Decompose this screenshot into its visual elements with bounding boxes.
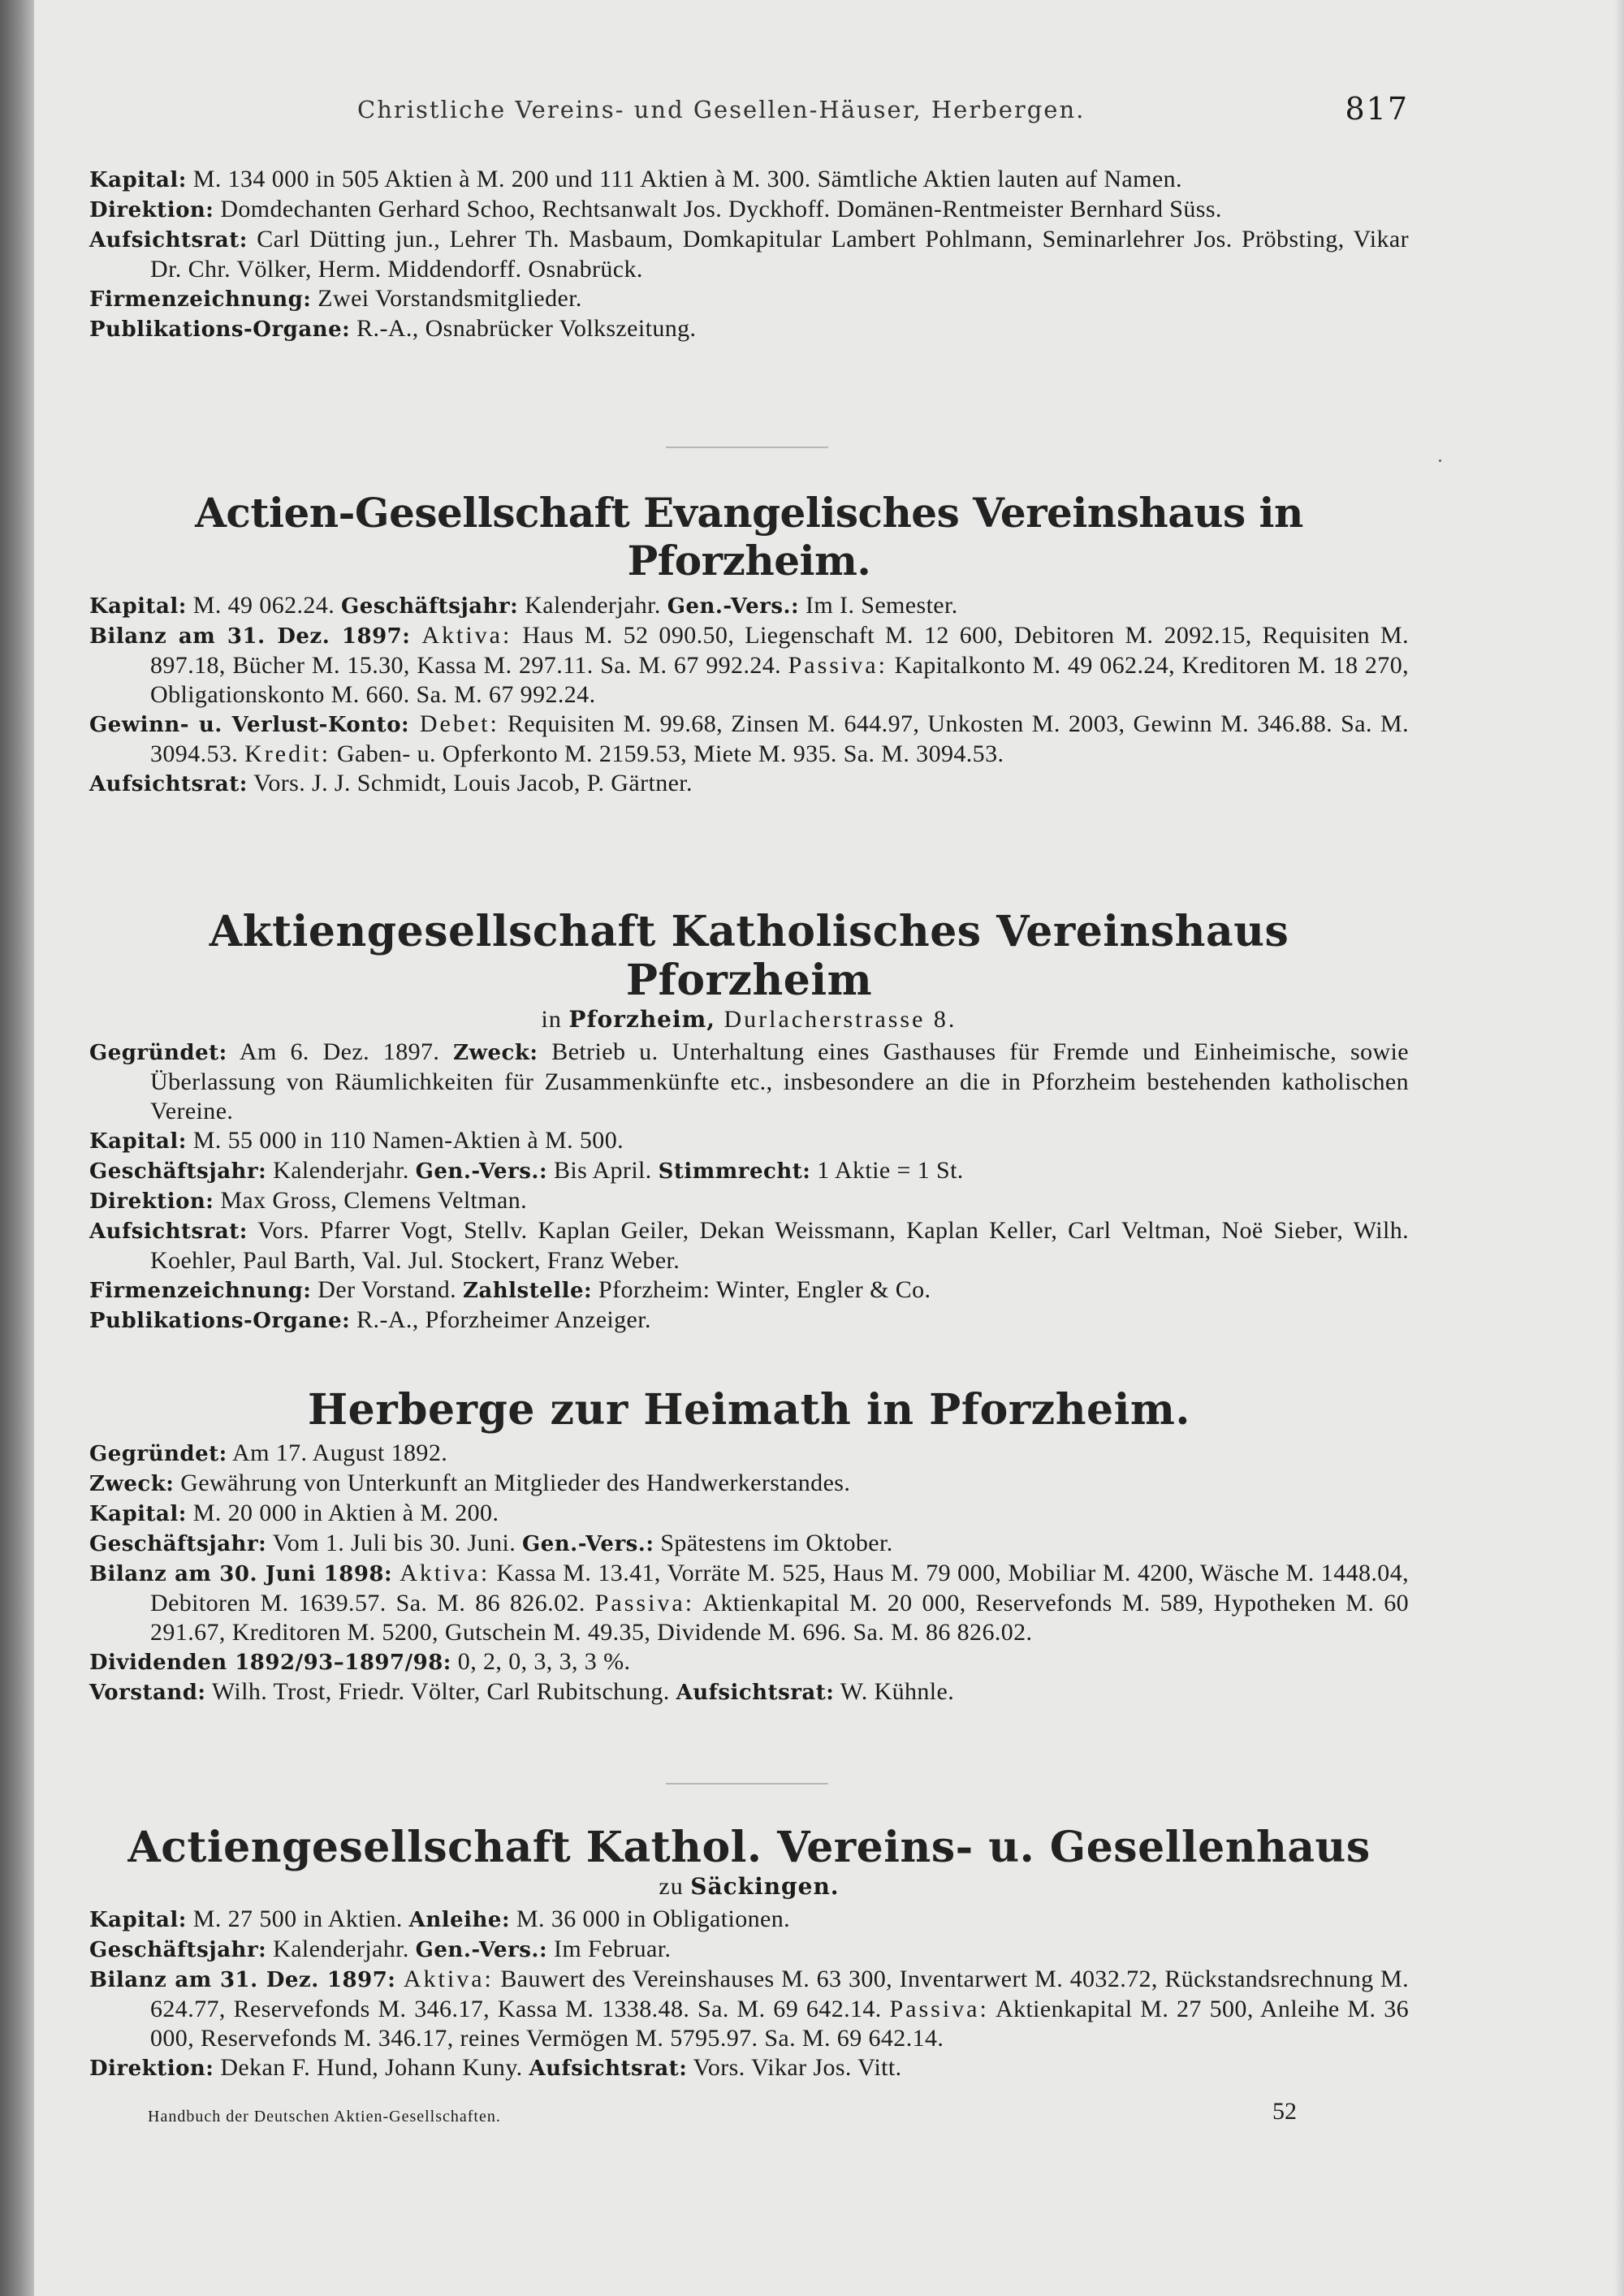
running-head (89, 91, 1409, 132)
field-value: R.-A., Pforzheimer Anzeiger. (350, 1306, 651, 1333)
field-kapital (89, 591, 1409, 621)
field-kapital (89, 165, 1409, 195)
field-label: Bilanz am 30. Juni 1898: (89, 1562, 393, 1586)
field-value: Vors. Pfarrer Vogt, Stellv. Kaplan Geiler, Dekan Weissmann, Kaplan Keller, Carl Veltman, Noë Sieber, Wilh. Koehler, Paul Barth, Val. Jul. Stockert, Franz Weber. (150, 1217, 1409, 1274)
field-label: Firmenzeichnung: (89, 1279, 312, 1303)
subtitle-street: Durlacherstrasse 8. (715, 1006, 957, 1033)
subtitle-in: in (541, 1006, 569, 1033)
subtitle-zu: zu (659, 1873, 691, 1900)
field-value: Im Februar. (547, 1936, 672, 1962)
field-value: Kassa M. 13.41, Vorräte M. 525, Haus M. 79 000, Mobiliar M. 4200, Wäsche M. 1448.04, Debitoren M. 1639.57. Sa. M. 86 826.02. (150, 1560, 1409, 1616)
field-vorstand (89, 1677, 1409, 1707)
aktiva-label: Aktiva: (395, 1966, 494, 1992)
field-geschaeftsjahr (89, 1156, 1409, 1186)
entry-subtitle (89, 1005, 1409, 1034)
field-label: Direktion: (89, 198, 214, 222)
section-divider (666, 1783, 828, 1785)
field-direktion (89, 2053, 1409, 2083)
field-gewinn-verlust (89, 710, 1409, 769)
field-kapital (89, 1499, 1409, 1529)
kredit-label: Kredit: (244, 740, 331, 767)
field-kapital (89, 1905, 1409, 1935)
field-value: Am 17. August 1892. (227, 1439, 448, 1466)
subtitle-city: Säckingen. (690, 1873, 840, 1900)
field-value: Vors. Vikar Jos. Vitt. (687, 2054, 902, 2081)
field-label: Direktion: (89, 1189, 214, 1214)
field-value: M. 134 000 in 505 Aktien à M. 200 und 111 Aktien à M. 300. Sämtliche Aktien lauten auf Namen. (186, 166, 1182, 192)
field-dividenden (89, 1647, 1409, 1677)
field-label: Zahlstelle: (462, 1279, 593, 1303)
field-geschaeftsjahr (89, 1529, 1409, 1559)
field-value: Kalenderjahr. (266, 1157, 416, 1184)
field-label: Gewinn- u. Verlust-Konto: (89, 713, 410, 737)
field-label: Kapital: (89, 594, 187, 619)
field-label: Gegründet: (89, 1442, 227, 1466)
field-value: Domdechanten Gerhard Schoo, Rechtsanwalt Jos. Dyckhoff. Domänen-Rentmeister Bernhard Süss. (214, 196, 1222, 222)
field-label: Kapital: (89, 168, 187, 192)
field-label: Gen.-Vers.: (415, 1159, 548, 1184)
scan-binding-edge (0, 0, 34, 2296)
field-value: Am 6. Dez. 1897. (227, 1038, 454, 1065)
field-value: Gewährung von Unterkunft an Mitglieder des Handwerkerstandes. (174, 1470, 851, 1496)
field-value: W. Kühnle. (834, 1678, 955, 1705)
field-label: Zweck: (453, 1041, 538, 1065)
footer-signature-mark: 52 (1272, 2098, 1297, 2125)
field-value: Dekan F. Hund, Johann Kuny. (214, 2054, 529, 2081)
entry-subtitle (89, 1872, 1409, 1901)
field-aufsichtsrat (89, 1216, 1409, 1275)
passiva-label: Passiva: (788, 652, 888, 679)
field-label: Geschäftsjahr: (341, 594, 519, 619)
debet-label: Debet: (409, 710, 499, 737)
field-label: Dividenden 1892/93–1897/98: (89, 1651, 451, 1675)
footer-book-title: Handbuch der Deutschen Aktien-Gesellschaften. (148, 2108, 501, 2126)
field-value: M. 36 000 in Obligationen. (510, 1905, 791, 1932)
field-label: Gen.-Vers.: (415, 1938, 548, 1962)
field-value: Requisiten M. 99.68, Zinsen M. 644.97, Unkosten M. 2003, Gewinn M. 346.88. Sa. M. 3094.53. (150, 710, 1409, 767)
field-label: Vorstand: (89, 1681, 206, 1705)
field-label: Kapital: (89, 1129, 187, 1154)
field-zweck (89, 1469, 1409, 1499)
field-aufsichtsrat (89, 769, 1409, 799)
field-label: Stimmrecht: (658, 1159, 811, 1184)
field-value: Haus M. 52 090.50, Liegenschaft M. 12 600, Debitoren M. 2092.15, Requisiten M. 897.18, Bücher M. 15.30, Kassa M. 297.11. Sa. M. 67 992.24. (150, 622, 1409, 679)
passiva-label: Passiva: (594, 1590, 695, 1616)
field-value: Der Vorstand. (311, 1276, 463, 1303)
aktiva-label: Aktiva: (410, 622, 512, 649)
entry-evangelisches-vereinshaus (89, 489, 1409, 799)
field-value: M. 55 000 in 110 Namen-Aktien à M. 500. (186, 1127, 624, 1154)
field-bilanz (89, 1965, 1409, 2053)
field-value: Betrieb u. Unterhaltung eines Gasthauses für Fremde und Einheimische, sowie Überlassung von Räumlichkeiten für Zusammenkünfte etc., insbesondere an die in Pforzheim bestehenden katholischen Vereine. (150, 1038, 1409, 1124)
field-geschaeftsjahr (89, 1935, 1409, 1965)
field-aufsichtsrat (89, 225, 1409, 284)
field-value: Gaben- u. Opferkonto M. 2159.53, Miete M. 935. Sa. M. 3094.53. (330, 740, 1004, 767)
field-label: Kapital: (89, 1908, 187, 1932)
entry-osnabrueck-continued (89, 165, 1409, 344)
field-value: Bis April. (547, 1157, 659, 1184)
entry-katholisches-vereinshaus (89, 908, 1409, 1336)
field-value: Kapitalkonto M. 49 062.24, Kreditoren M. 18 270, Obligationskonto M. 660. Sa. M. 67 992.24. (150, 652, 1409, 708)
field-value: Pforzheim: Winter, Engler & Co. (592, 1276, 931, 1303)
field-value: Wilh. Trost, Friedr. Völter, Carl Rubitschung. (205, 1678, 676, 1705)
field-value: R.-A., Osnabrücker Volkszeitung. (350, 315, 697, 342)
field-value: Bauwert des Vereinshauses M. 63 300, Inventarwert M. 4032.72, Rückstandsrechnung M. 624.77, Reservefonds M. 346.17, Kassa M. 1338.48. Sa. M. 69 642.14. (150, 1966, 1409, 2022)
aktiva-label: Aktiva: (392, 1560, 490, 1586)
page-number: 817 (1345, 91, 1409, 127)
field-value: 0, 2, 0, 3, 3, 3 %. (451, 1648, 631, 1675)
field-firmenzeichnung (89, 1275, 1409, 1306)
field-label: Aufsichtsrat: (89, 772, 248, 796)
entry-title: Actien-Gesellschaft Evangelisches Vereinshaus in Pforzheim. (195, 489, 1303, 585)
section-divider (666, 447, 828, 448)
field-publikations-organe (89, 1306, 1409, 1336)
entry-title: Herberge zur Heimath in Pforzheim. (308, 1385, 1190, 1435)
field-value: Kalenderjahr. (266, 1936, 416, 1962)
field-label: Publikations-Organe: (89, 1309, 351, 1333)
field-gegruendet (89, 1439, 1409, 1469)
entry-title: Aktiengesellschaft Katholisches Vereinshaus Pforzheim (209, 907, 1289, 1005)
field-label: Aufsichtsrat: (529, 2056, 688, 2081)
field-value: Aktienkapital M. 27 500, Anleihe M. 36 000, Reservefonds M. 346.17, reines Vermögen M. 5795.97. Sa. M. 69 642.14. (150, 1996, 1409, 2052)
field-label: Firmenzeichnung: (89, 287, 312, 312)
field-kapital (89, 1126, 1409, 1156)
field-label: Gen.-Vers.: (522, 1532, 654, 1556)
field-bilanz (89, 1559, 1409, 1647)
field-label: Geschäftsjahr: (89, 1532, 267, 1556)
field-label: Geschäftsjahr: (89, 1938, 267, 1962)
field-firmenzeichnung (89, 284, 1409, 314)
entry-title: Actiengesellschaft Kathol. Vereins- u. Gesellenhaus (127, 1823, 1371, 1872)
field-bilanz (89, 621, 1409, 710)
field-direktion (89, 1186, 1409, 1216)
running-title: Christliche Vereins- und Gesellen-Häuser, Herbergen. (357, 96, 1086, 123)
field-label: Gegründet: (89, 1041, 227, 1065)
field-label: Zweck: (89, 1472, 175, 1496)
field-value: Spätestens im Oktober. (654, 1530, 893, 1556)
field-label: Publikations-Organe: (89, 317, 351, 342)
document-page (89, 0, 1409, 2296)
field-label: Gen.-Vers.: (667, 594, 800, 619)
field-value: M. 27 500 in Aktien. (186, 1905, 409, 1932)
entry-herberge-zur-heimath (89, 1385, 1409, 1707)
field-publikations-organe (89, 314, 1409, 344)
field-label: Geschäftsjahr: (89, 1159, 267, 1184)
field-value: Aktienkapital M. 20 000, Reservefonds M. 589, Hypotheken M. 60 291.67, Kreditoren M. 5200, Gutschein M. 49.35, Dividende M. 696. Sa. M. 86 826.02. (150, 1590, 1409, 1646)
field-value: Vom 1. Juli bis 30. Juni. (266, 1530, 523, 1556)
field-value: M. 49 062.24. (186, 592, 342, 619)
scan-right-edge (1614, 0, 1624, 2296)
field-label: Anleihe: (408, 1908, 511, 1932)
field-label: Aufsichtsrat: (676, 1681, 835, 1705)
passiva-label: Passiva: (889, 1996, 989, 2022)
field-label: Aufsichtsrat: (89, 1219, 248, 1244)
field-value: Max Gross, Clemens Veltman. (214, 1187, 528, 1214)
field-value: Carl Dütting jun., Lehrer Th. Masbaum, Domkapitular Lambert Pohlmann, Seminarlehrer Jos. Pröbsting, Vikar Dr. Chr. Völker, Herm. Middendorff. Osnabrück. (150, 226, 1409, 283)
field-value: M. 20 000 in Aktien à M. 200. (186, 1500, 499, 1526)
field-value: Zwei Vorstandsmitglieder. (311, 285, 582, 312)
field-label: Aufsichtsrat: (89, 228, 248, 252)
scan-speck (1439, 460, 1441, 462)
field-label: Bilanz am 31. Dez. 1897: (89, 624, 411, 649)
field-value: Kalenderjahr. (518, 592, 667, 619)
page-footer (148, 2098, 1350, 2138)
field-value: 1 Aktie = 1 St. (810, 1157, 964, 1184)
entry-saeckingen-gesellenhaus (89, 1823, 1409, 2083)
field-label: Bilanz am 31. Dez. 1897: (89, 1968, 396, 1992)
field-direktion (89, 195, 1409, 225)
field-value: Im I. Semester. (799, 592, 958, 619)
field-label: Kapital: (89, 1502, 187, 1526)
subtitle-city: Pforzheim, (568, 1006, 716, 1033)
field-gegruendet (89, 1038, 1409, 1126)
field-value: Vors. J. J. Schmidt, Louis Jacob, P. Gärtner. (247, 770, 693, 796)
field-label: Direktion: (89, 2056, 214, 2081)
